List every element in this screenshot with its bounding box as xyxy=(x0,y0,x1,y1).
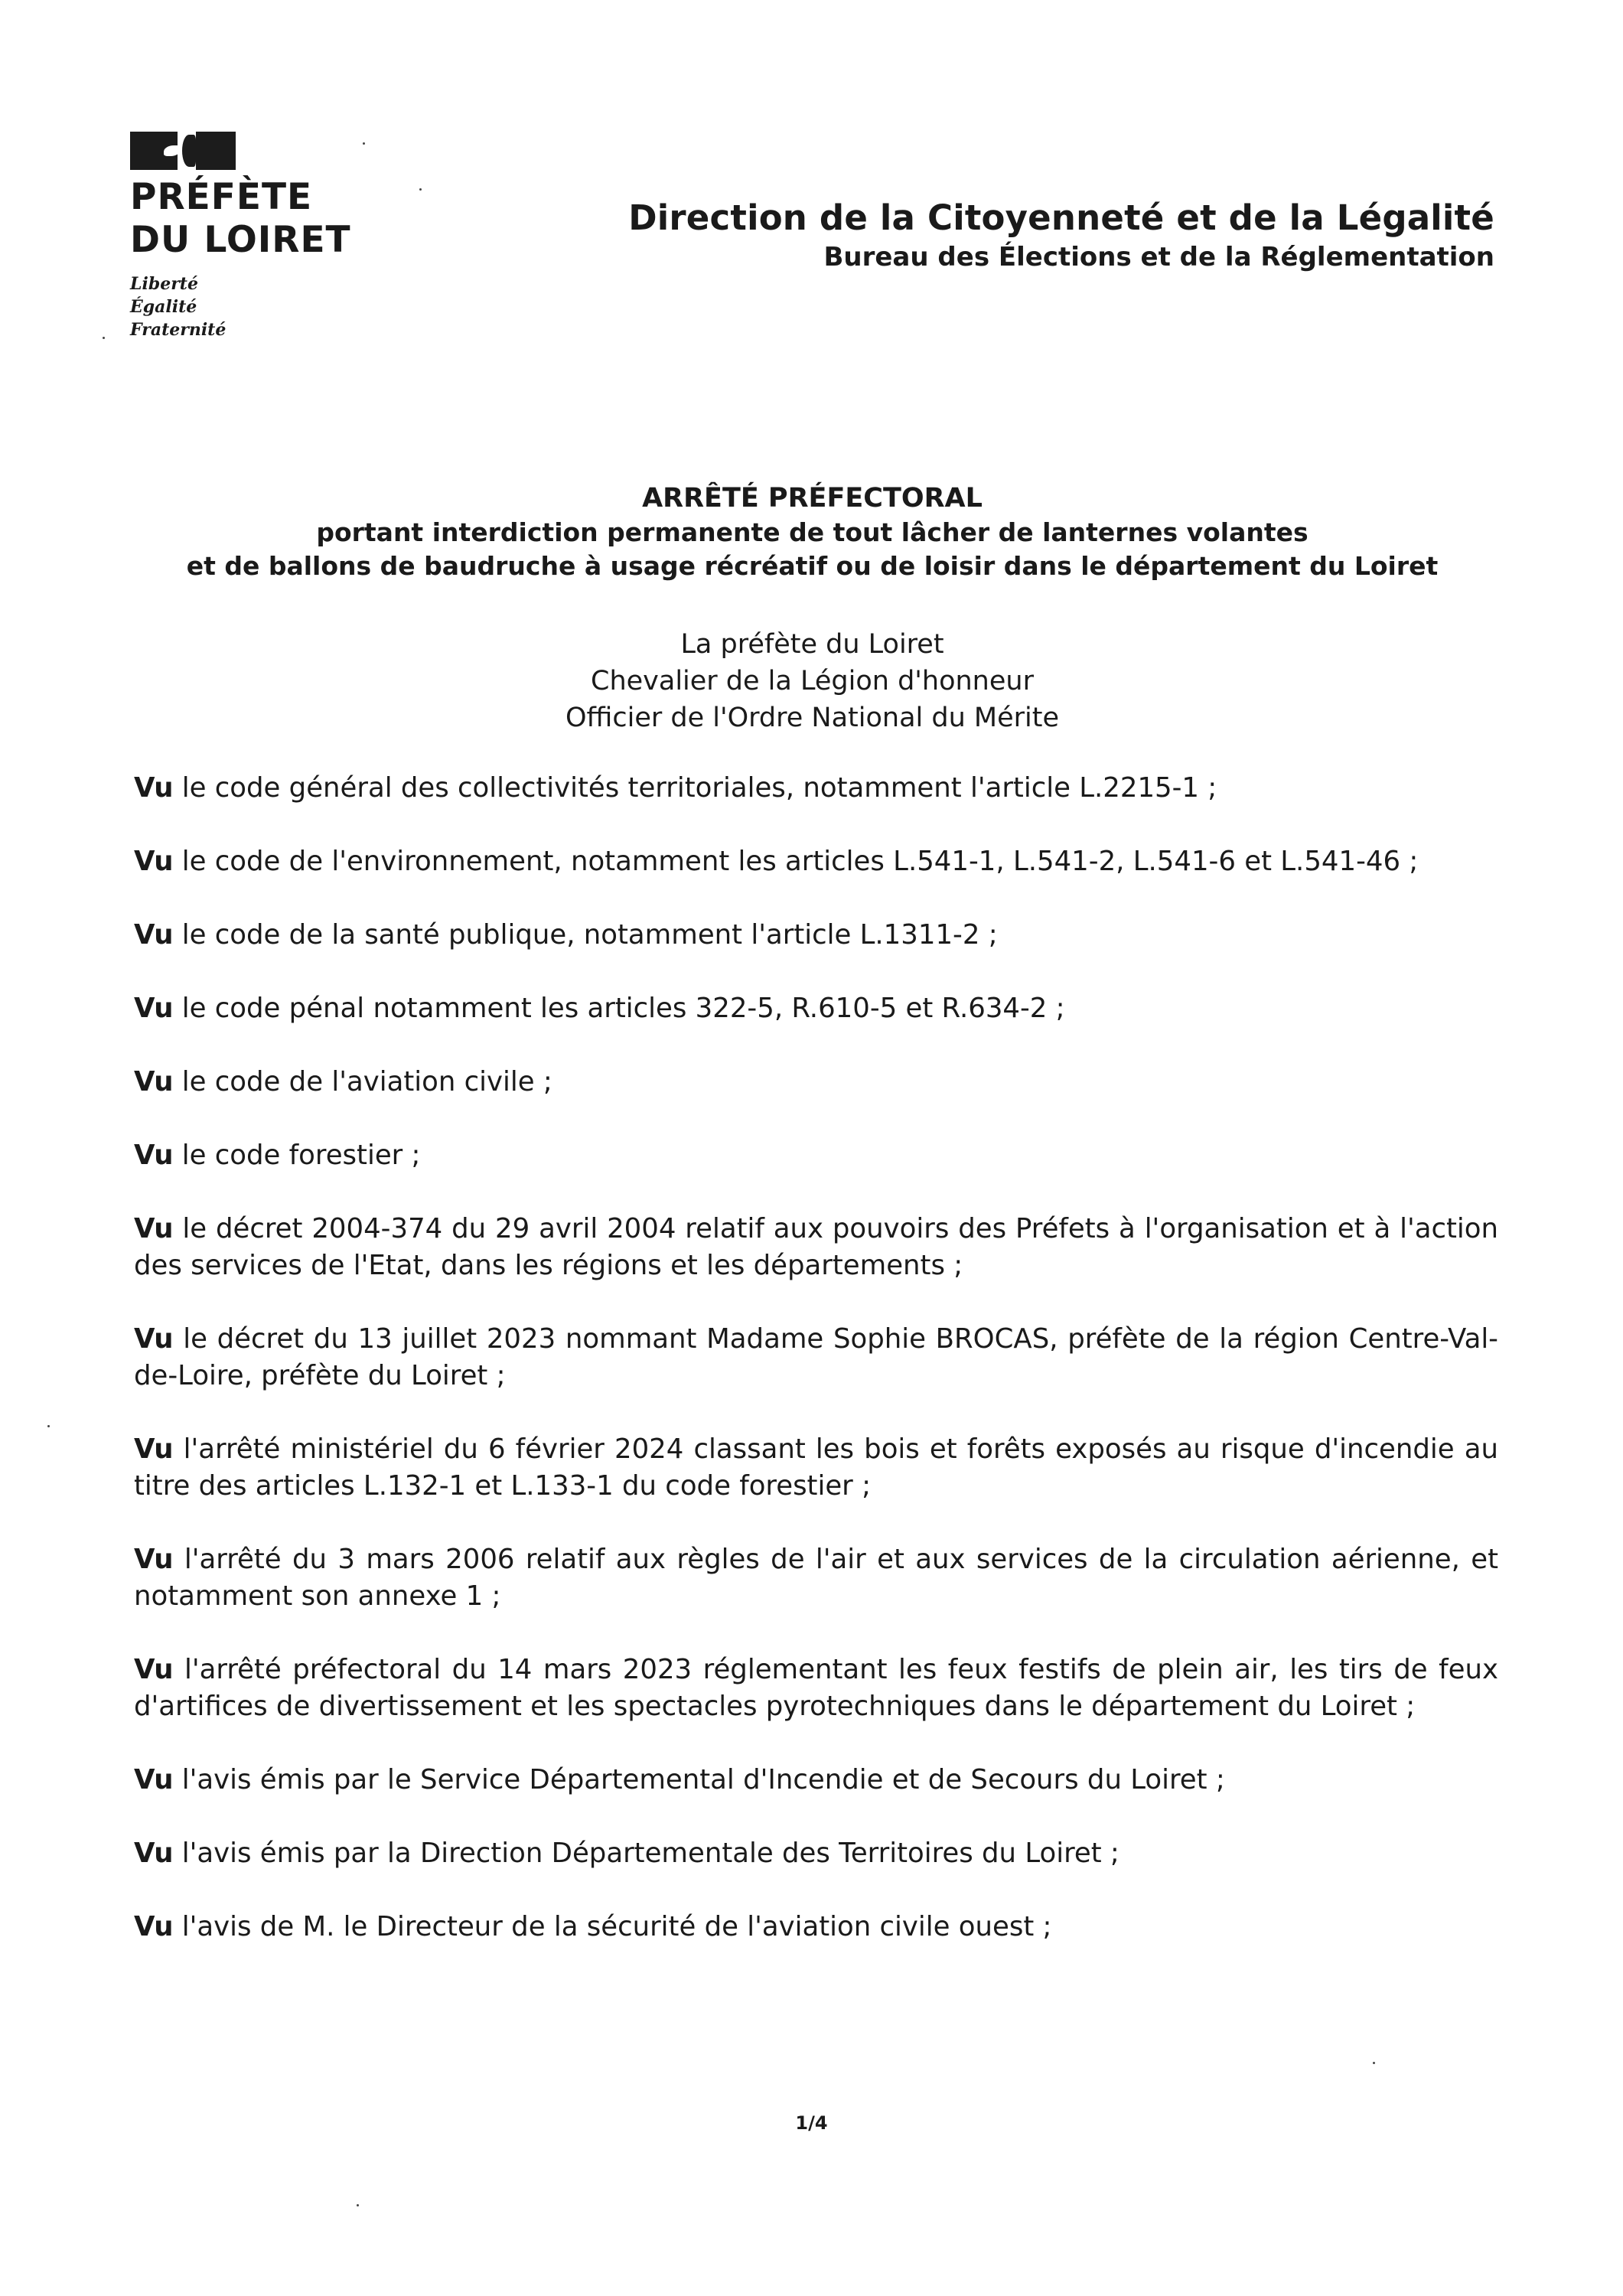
visa-item xyxy=(134,917,1498,954)
visa-item xyxy=(134,1762,1498,1799)
issuing-department-block xyxy=(628,196,1494,274)
visa-item xyxy=(134,1652,1498,1725)
visa-text: le code forestier ; xyxy=(181,1140,421,1171)
visas-list xyxy=(134,770,1498,1982)
visa-vu-label: Vu xyxy=(134,1323,174,1355)
visa-text: l'avis émis par le Service Départemental d'Incendie et de Secours du Loiret ; xyxy=(181,1764,1225,1795)
visa-vu-label: Vu xyxy=(134,1764,174,1795)
visa-item xyxy=(134,1137,1498,1174)
arrete-title-line2: portant interdiction permanente de tout lâcher de lanternes volantes xyxy=(316,517,1309,547)
visa-vu-label: Vu xyxy=(134,1654,174,1685)
visa-text: le code de l'environnement, notamment les articles L.541-1, L.541-2, L.541-6 et L.541-46 ; xyxy=(181,846,1419,877)
visa-text: l'arrêté préfectoral du 14 mars 2023 réglementant les feux festifs de plein air, les tirs de feux d'artifices de divertissement et les spectacles pyrotechniques dans le département du Loiret ; xyxy=(134,1654,1498,1722)
bureau-title: Bureau des Élections et de la Réglementation xyxy=(823,242,1494,272)
visa-vu-label: Vu xyxy=(134,772,174,804)
visa-vu-label: Vu xyxy=(134,1433,174,1465)
visa-item xyxy=(134,990,1498,1027)
republic-motto xyxy=(130,272,406,341)
prefete-title-line1: PRÉFÈTE xyxy=(130,176,313,218)
visa-item xyxy=(134,1909,1498,1945)
visa-text: l'avis de M. le Directeur de la sécurité de l'aviation civile ouest ; xyxy=(181,1911,1052,1942)
arrete-title-line3: et de ballons de baudruche à usage récréatif ou de loisir dans le département du Loiret xyxy=(186,551,1439,581)
visa-item xyxy=(134,1835,1498,1872)
prefet-title-line1: La préfète du Loiret xyxy=(680,629,944,660)
scan-speck xyxy=(47,1425,50,1427)
scan-speck xyxy=(419,188,422,191)
visa-vu-label: Vu xyxy=(134,1838,174,1869)
visa-vu-label: Vu xyxy=(134,993,174,1024)
prefete-title-line2: DU LOIRET xyxy=(130,219,351,261)
visa-text: le décret 2004-374 du 29 avril 2004 relatif aux pouvoirs des Préfets à l'organisation et à l'action des services de l'Etat, dans les régions et les départements ; xyxy=(134,1213,1498,1281)
visa-item xyxy=(134,1064,1498,1101)
visa-item xyxy=(134,1321,1498,1394)
motto-egalite: Égalité xyxy=(130,297,197,317)
visa-text: le code pénal notamment les articles 322-5, R.610-5 et R.634-2 ; xyxy=(181,993,1065,1024)
visa-item xyxy=(134,843,1498,880)
page-number: 1/4 xyxy=(795,2112,828,2134)
prefet-titles xyxy=(130,626,1494,736)
visa-text: le code de l'aviation civile ; xyxy=(181,1066,552,1097)
scan-speck xyxy=(103,337,105,339)
visa-text: le code général des collectivités territoriales, notamment l'article L.2215-1 ; xyxy=(181,772,1217,804)
direction-title: Direction de la Citoyenneté et de la Légalité xyxy=(628,197,1494,238)
scan-speck xyxy=(357,2204,359,2206)
visa-vu-label: Vu xyxy=(134,919,174,951)
visa-item xyxy=(134,770,1498,807)
visa-vu-label: Vu xyxy=(134,1213,174,1244)
visa-item xyxy=(134,1431,1498,1505)
visa-vu-label: Vu xyxy=(134,1066,174,1097)
visa-item xyxy=(134,1541,1498,1615)
visa-text: l'arrêté du 3 mars 2006 relatif aux règles de l'air et aux services de la circulation aérienne, et notamment son annexe 1 ; xyxy=(134,1544,1498,1612)
arrete-title-line1: ARRÊTÉ PRÉFECTORAL xyxy=(642,483,983,514)
scan-speck xyxy=(363,142,365,145)
visa-text: l'arrêté ministériel du 6 février 2024 classant les bois et forêts exposés au risque d'incendie au titre des articles L.132-1 et L.133-1 du code forestier ; xyxy=(134,1433,1498,1502)
visa-text: l'avis émis par la Direction Départementale des Territoires du Loiret ; xyxy=(181,1838,1119,1869)
scan-speck xyxy=(1373,2062,1375,2064)
visa-text: le décret du 13 juillet 2023 nommant Madame Sophie BROCAS, préfète de la région Centre-Val-de-Loire, préfète du Loiret ; xyxy=(134,1323,1498,1391)
visa-vu-label: Vu xyxy=(134,1544,174,1575)
visa-vu-label: Vu xyxy=(134,1911,174,1942)
prefet-title-line2: Chevalier de la Légion d'honneur xyxy=(591,666,1034,696)
visa-vu-label: Vu xyxy=(134,1140,174,1171)
prefecture-logo-block xyxy=(130,132,406,341)
visa-vu-label: Vu xyxy=(134,846,174,877)
marianne-logo-icon xyxy=(130,132,243,170)
visa-item xyxy=(134,1211,1498,1284)
arrete-title xyxy=(130,481,1494,583)
motto-fraternite: Fraternité xyxy=(130,320,227,340)
visa-text: le code de la santé publique, notamment l'article L.1311-2 ; xyxy=(181,919,998,951)
motto-liberte: Liberté xyxy=(130,274,198,294)
prefet-title-line3: Officier de l'Ordre National du Mérite xyxy=(565,703,1060,733)
